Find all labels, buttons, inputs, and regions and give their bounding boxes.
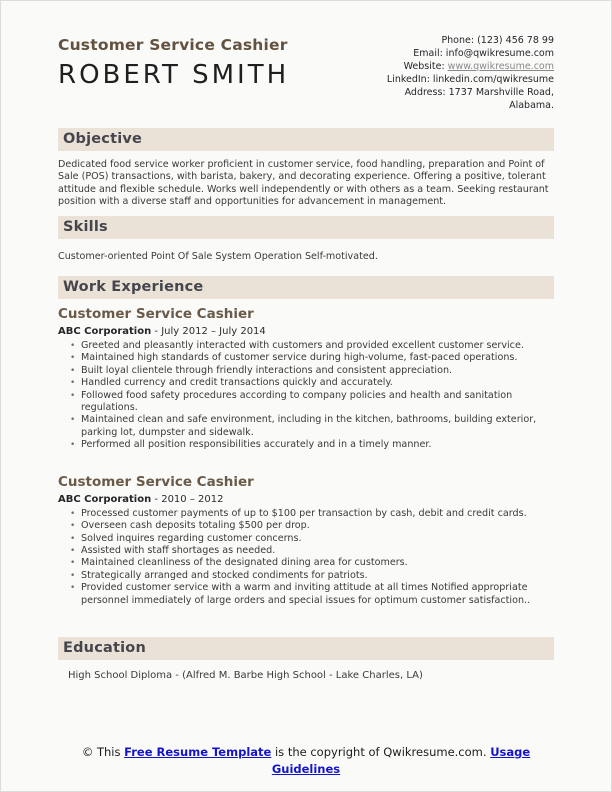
- contact-address: Address: 1737 Marshville Road, Alabama.: [404, 87, 554, 111]
- job-bullet: • Solved inquires regarding customer concerns.: [58, 533, 554, 545]
- header-title-block: [58, 34, 289, 112]
- contact-email: Email: info@qwikresume.com: [413, 48, 554, 59]
- job-bullet: • Handled currency and credit transactions quickly and accurately.: [58, 377, 554, 389]
- page-title: Customer Service Cashier: [58, 36, 288, 54]
- job-bullet: • Provided customer service with a warm and inviting attitude at all times Notified appropriate personnel immediately of large orders and special issues for optimum customer satisfaction..: [58, 582, 554, 607]
- job-bullet: • Maintained cleanliness of the designated dining area for customers.: [58, 557, 554, 569]
- objective-text: Dedicated food service worker proficient in customer service, food handling, preparation and Point of Sale (POS) transactions, with barista, bakery, and decorating experience. Offering a positive, tolerant attitude and flexible schedule. Works well independently or with others as a team. Seeking restaurant position with a diverse staff and opportunities for advancement in management.: [58, 159, 549, 208]
- footer-prefix: © This: [81, 745, 125, 759]
- job-bullet: • Followed food safety procedures according to company policies and health and sanitation regulations.: [58, 390, 554, 415]
- section-heading-objective: Objective: [58, 128, 554, 151]
- job-bullet-list: [58, 508, 554, 607]
- education-text: High School Diploma - (Alfred M. Barbe High School - Lake Charles, LA): [68, 669, 423, 681]
- job-bullet: • Performed all position responsibilities accurately and in a timely manner.: [58, 439, 554, 451]
- section-heading-skills: Skills: [58, 216, 554, 239]
- contact-phone: Phone: (123) 456 78 99: [441, 35, 554, 46]
- job-bullet-list: [58, 340, 554, 452]
- free-resume-template-link[interactable]: Free Resume Template: [124, 745, 272, 759]
- page-footer: [1, 744, 611, 778]
- job-bullet: • Strategically arranged and stocked condiments for patriots.: [58, 570, 554, 582]
- footer-middle: is the copyright of Qwikresume.com.: [271, 745, 491, 759]
- job-company-line: [58, 326, 554, 337]
- contact-linkedin: LinkedIn: linkedin.com/qwikresume: [386, 74, 554, 85]
- section-heading-work-experience: Work Experience: [58, 276, 554, 299]
- job-entry: [58, 474, 554, 607]
- job-bullet: • Processed customer payments of up to $100 per transaction by cash, debit and credit cards.: [58, 508, 554, 520]
- job-title: Customer Service Cashier: [58, 473, 254, 490]
- section-heading-education: Education: [58, 637, 554, 660]
- job-company-line: [58, 494, 554, 505]
- job-bullet: • Maintained high standards of customer service during high-volume, fast-paced operations.: [58, 352, 554, 364]
- job-title: Customer Service Cashier: [58, 306, 254, 323]
- job-entry: [58, 306, 554, 452]
- job-bullet: • Assisted with staff shortages as needed.: [58, 545, 554, 557]
- job-bullet: • Greeted and pleasantly interacted with customers and provided excellent customer service.: [58, 340, 554, 352]
- job-dates: - 2010 – 2012: [151, 493, 224, 505]
- job-bullet: • Maintained clean and safe environment, including in the kitchen, bathrooms, building exterior, parking lot, dumpster and sidewalk.: [58, 414, 554, 439]
- candidate-name: ROBERT SMITH: [58, 60, 290, 90]
- job-bullet: • Built loyal clientele through friendly interactions and consistent appreciation.: [58, 365, 554, 377]
- contact-block: [376, 34, 554, 112]
- contact-website: [376, 60, 554, 73]
- job-bullet: • Overseen cash deposits totaling $500 per drop.: [58, 520, 554, 532]
- usage-guidelines-link[interactable]: Usage Guidelines: [271, 745, 531, 776]
- company-name: ABC Corporation: [58, 326, 152, 338]
- job-dates: - July 2012 – July 2014: [151, 326, 266, 338]
- resume-header: [58, 34, 554, 112]
- website-link[interactable]: www.qwikresume.com: [447, 61, 554, 72]
- contact-website-label: Website:: [403, 61, 448, 72]
- company-name: ABC Corporation: [58, 493, 152, 505]
- footer-copyright: [71, 744, 541, 778]
- skills-text: Customer-oriented Point Of Sale System Operation Self-motivated.: [58, 250, 378, 262]
